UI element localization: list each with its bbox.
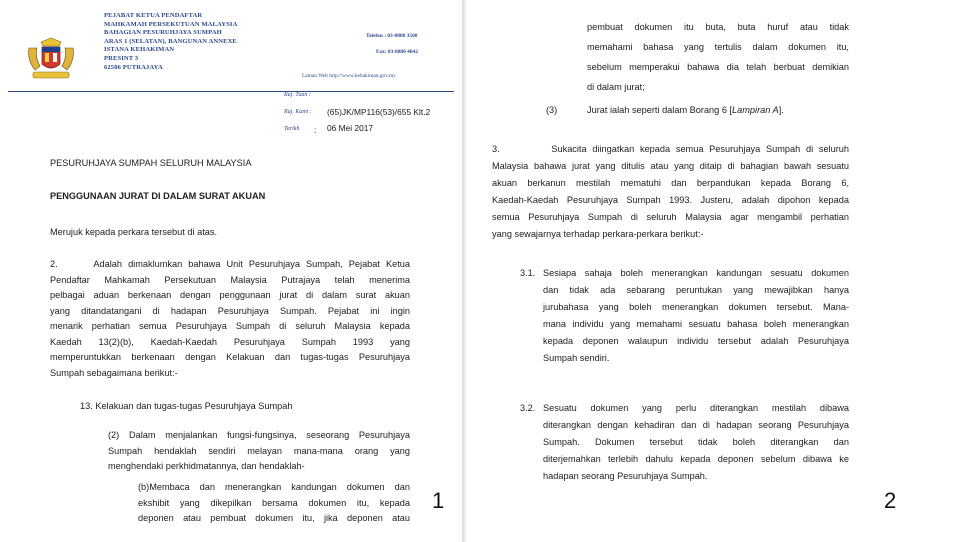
paragraph-line: dan tidak ada sebarang peruntukan yang mewajibkan hanya <box>543 285 849 295</box>
letterhead-line: ISTANA KEHAKIMAN <box>104 46 175 54</box>
paragraph-line: kepada deponen walaupun individu tersebut adalah Pesuruhjaya <box>543 336 849 346</box>
paragraph-line: Sesuatu dokumen yang perlu diterangkan mestilah dibawa <box>543 403 849 413</box>
ref-kami-value: (65)JK/MP116(53)/655 Klt.2 <box>327 107 431 117</box>
paragraph-line: yang ditandatangani di hadapan Pesuruhjaya Sumpah. Pejabat ini ingin <box>50 305 410 316</box>
paragraph-line: yang sewajarnya terhadap perkara-perkara berikut:- <box>492 229 704 239</box>
paragraph-line: jurubahasa yang boleh menerangkan dokumen tersebut. Mana- <box>543 302 849 312</box>
date-colon: : <box>314 125 317 135</box>
item-3-1-number: 3.1. <box>520 268 536 278</box>
paragraph-line: Sumpah sendiri. <box>543 353 610 363</box>
item-3-1 <box>543 267 849 369</box>
item-3-text <box>587 104 784 116</box>
paragraph-line: pembuat dokumen itu buta, buta huruf atau tidak <box>587 22 849 32</box>
malaysia-coat-of-arms-icon <box>25 36 77 82</box>
paragraph-line: memperuntukkan berkenaan dengan Kelakuan dan tugas-tugas Pesuruhjaya <box>50 352 410 362</box>
paragraph-line: diterangkan dengan kehadiran dan di hadapan seorang Pesuruhjaya <box>543 420 849 430</box>
ref-kami-label: Ruj. Kami : <box>284 109 312 115</box>
paragraph-line: Sumpah sebagaimana berikut:- <box>50 367 178 378</box>
letterhead-rule <box>8 91 454 92</box>
paragraph-line: 2. Adalah dimaklumkan bahawa Unit Pesuruhjaya Sumpah, Pejabat Ketua <box>50 259 410 269</box>
paragraph-line: pelbagai aduan berkenaan dengan penggunaan jurat di dalam surat akuan <box>50 290 410 300</box>
page-number-2: 2 <box>884 488 897 513</box>
ref-tuan-label: Ruj. Tuan : <box>284 92 311 98</box>
paragraph-line: deponen atau pembuat dokumen itu, jika deponen atau <box>138 513 410 523</box>
item-3-2 <box>543 402 849 487</box>
telephone-number: Telefon : 03-8880 3500 <box>366 33 418 39</box>
date-value: 06 Mei 2017 <box>327 123 374 133</box>
paragraph-line: Sumpah hendaklah sendiri melayan mana-mana orang yang <box>108 445 410 456</box>
paragraph-line: menghendaki perkhidmatannya, dan hendaklah- <box>108 461 305 471</box>
item-3-2-number: 3.2. <box>520 403 536 413</box>
subject-line: PENGGUNAAN JURAT DI DALAM SURAT AKUAN <box>50 191 266 201</box>
item-3-text-end: ]. <box>778 105 784 115</box>
paragraph-line: Kaedah-Kaedah Pesuruhjaya Sumpah 1993. Justeru, adalah dipohon kepada <box>492 195 849 205</box>
continuation-block <box>587 21 849 101</box>
intro-line: Merujuk kepada perkara tersebut di atas. <box>50 227 217 237</box>
paragraph-line: hadapan seorang Pesuruhjaya Sumpah. <box>543 471 708 481</box>
letterhead-org-block <box>104 12 237 72</box>
letterhead-line: ARAS 1 (SELATAN), BANGUNAN ANNEXE <box>104 37 237 45</box>
paragraph-line: ekshibit yang dikepilkan bersama dokumen itu, kepada <box>138 497 410 508</box>
document-page-2 <box>466 0 956 542</box>
paragraph-line: Pendaftar Mahkamah Persekutuan Malaysia Putrajaya telah menerima <box>50 274 410 285</box>
paragraph-line: akuan berkanun mestilah mematuhi dan berpandukan kepada Borang 6, <box>492 178 849 188</box>
document-page-1 <box>0 0 462 542</box>
paragraph-line: memahami bahasa yang tertulis dalam dokumen itu, <box>587 42 849 52</box>
letterhead-line: PRESINT 3 <box>104 54 139 62</box>
paragraph-2 <box>50 258 410 382</box>
paragraph-line: semua Pesuruhjaya Sumpah di seluruh Malaysia agar mengambil perhatian <box>492 212 849 222</box>
paragraph-line: Kaedah 13(2)(b), Kaedah-Kaedah Pesuruhjaya Sumpah 1993 yang <box>50 336 410 347</box>
paragraph-line: 3. Sukacita diingatkan kepada semua Pesuruhjaya Sumpah di seluruh <box>492 144 849 154</box>
item-3-text-main: Jurat ialah seperti dalam Borang 6 [ <box>587 105 733 115</box>
paragraph-line: diterjemahkan terlebih dahulu kepada deponen sebelum dibawa ke <box>543 454 849 464</box>
letterhead-line: 62506 PUTRAJAYA <box>104 63 163 71</box>
website-url: Laman Web http://www.kehakiman.gov.my <box>302 73 396 79</box>
paragraph-line: (2) Dalam menjalankan fungsi-fungsinya, seseorang Pesuruhjaya <box>108 430 410 440</box>
date-label: Tarikh <box>284 126 300 132</box>
paragraph-line: Sesiapa sahaja boleh menerangkan kandungan sesuatu dokumen <box>543 268 849 278</box>
item-3-number: (3) <box>546 105 558 115</box>
paragraph-line: Sumpah. Dokumen tersebut tidak boleh diterangkan dan <box>543 437 849 447</box>
paragraph-line: sebelum memperakui bahawa dia telah berbuat demikian <box>587 62 849 72</box>
paragraph-3 <box>492 143 849 245</box>
page-number-1: 1 <box>432 488 445 513</box>
paragraph-line: di dalam jurat; <box>587 82 645 92</box>
rule-13-heading: 13. Kelakuan dan tugas-tugas Pesuruhjaya Sumpah <box>80 401 293 411</box>
letterhead-line: MAHKAMAH PERSEKUTUAN MALAYSIA <box>104 20 238 28</box>
letterhead-line: PEJABAT KETUA PENDAFTAR <box>104 12 203 19</box>
paragraph-line: menarik perhatian semua Pesuruhjaya Sumpah di seluruh Malaysia kepada <box>50 321 410 331</box>
paragraph-line: (b)Membaca dan menerangkan kandungan dokumen dan <box>138 482 410 492</box>
recipient-line: PESURUHJAYA SUMPAH SELURUH MALAYSIA <box>50 158 252 168</box>
letterhead-line: BAHAGIAN PESURUHJAYA SUMPAH <box>104 29 222 37</box>
fax-number: Fax: 03-8880 4042 <box>376 49 418 55</box>
paragraph-line: mana individu yang memahami sesuatu bahasa boleh menerangkan <box>543 319 849 329</box>
item-3-appendix-ref: Lampiran A <box>732 105 779 115</box>
rule-13-2 <box>108 429 410 476</box>
paragraph-line: Malaysia bahawa jurat yang ditulis atau yang ditaip di bahagian bawah sesuatu <box>492 161 849 171</box>
rule-13-2-b <box>138 481 410 528</box>
